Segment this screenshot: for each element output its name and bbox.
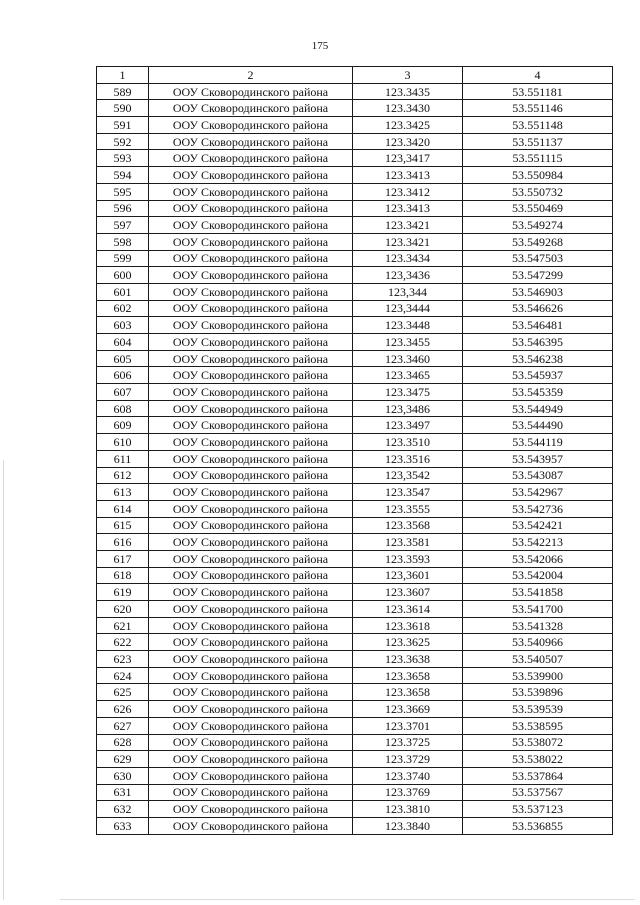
table-row: [97, 467, 613, 484]
cell-longitude: 123,3444: [353, 300, 463, 317]
table-row: [97, 83, 613, 100]
cell-number: 606: [97, 367, 149, 384]
table-row: [97, 417, 613, 434]
cell-longitude: 123.3618: [353, 617, 463, 634]
cell-name: ООУ Сковородинского района: [149, 500, 353, 517]
cell-name: ООУ Сковородинского района: [149, 400, 353, 417]
cell-name: ООУ Сковородинского района: [149, 217, 353, 234]
cell-name: ООУ Сковородинского района: [149, 267, 353, 284]
table-row: [97, 117, 613, 134]
cell-name: ООУ Сковородинского района: [149, 317, 353, 334]
cell-name: ООУ Сковородинского района: [149, 684, 353, 701]
cell-number: 600: [97, 267, 149, 284]
cell-number: 594: [97, 167, 149, 184]
cell-name: ООУ Сковородинского района: [149, 801, 353, 818]
cell-latitude: 53.542213: [463, 534, 613, 551]
cell-longitude: 123,3486: [353, 400, 463, 417]
cell-longitude: 123.3455: [353, 334, 463, 351]
cell-number: 617: [97, 550, 149, 567]
cell-latitude: 53.546238: [463, 350, 613, 367]
cell-longitude: 123.3840: [353, 817, 463, 834]
cell-number: 618: [97, 567, 149, 584]
cell-latitude: 53.551148: [463, 117, 613, 134]
coordinates-table: [96, 66, 613, 835]
cell-name: ООУ Сковородинского района: [149, 567, 353, 584]
cell-number: 608: [97, 400, 149, 417]
cell-latitude: 53.551146: [463, 100, 613, 117]
cell-name: ООУ Сковородинского района: [149, 417, 353, 434]
cell-latitude: 53.550469: [463, 200, 613, 217]
cell-longitude: 123.3658: [353, 684, 463, 701]
cell-name: ООУ Сковородинского района: [149, 651, 353, 668]
table-row: [97, 651, 613, 668]
table-row: [97, 484, 613, 501]
cell-longitude: 123.3669: [353, 701, 463, 718]
cell-longitude: 123.3425: [353, 117, 463, 134]
cell-number: 622: [97, 634, 149, 651]
cell-latitude: 53.538072: [463, 734, 613, 751]
table-row: [97, 717, 613, 734]
cell-number: 592: [97, 133, 149, 150]
cell-longitude: 123.3497: [353, 417, 463, 434]
cell-name: ООУ Сковородинского района: [149, 200, 353, 217]
cell-number: 597: [97, 217, 149, 234]
table-row: [97, 217, 613, 234]
cell-longitude: 123.3725: [353, 734, 463, 751]
cell-longitude: 123.3568: [353, 517, 463, 534]
cell-number: 626: [97, 701, 149, 718]
cell-longitude: 123.3593: [353, 550, 463, 567]
cell-name: ООУ Сковородинского района: [149, 467, 353, 484]
cell-number: 609: [97, 417, 149, 434]
table-row: [97, 617, 613, 634]
cell-longitude: 123.3614: [353, 601, 463, 618]
cell-name: ООУ Сковородинского района: [149, 384, 353, 401]
cell-name: ООУ Сковородинского района: [149, 350, 353, 367]
cell-name: ООУ Сковородинского района: [149, 133, 353, 150]
cell-name: ООУ Сковородинского района: [149, 817, 353, 834]
table-row: [97, 767, 613, 784]
cell-name: ООУ Сковородинского района: [149, 784, 353, 801]
cell-number: 610: [97, 434, 149, 451]
cell-latitude: 53.547299: [463, 267, 613, 284]
table-row: [97, 567, 613, 584]
cell-longitude: 123.3412: [353, 183, 463, 200]
table-row: [97, 367, 613, 384]
cell-latitude: 53.541700: [463, 601, 613, 618]
table-row: [97, 334, 613, 351]
table-row: [97, 817, 613, 834]
table-row: [97, 233, 613, 250]
cell-number: 607: [97, 384, 149, 401]
table-row: [97, 100, 613, 117]
table-row: [97, 734, 613, 751]
cell-longitude: 123.3810: [353, 801, 463, 818]
cell-name: ООУ Сковородинского района: [149, 550, 353, 567]
page-number: 175: [311, 40, 329, 52]
cell-latitude: 53.549274: [463, 217, 613, 234]
cell-longitude: 123.3625: [353, 634, 463, 651]
table-row: [97, 167, 613, 184]
cell-name: ООУ Сковородинского района: [149, 617, 353, 634]
table-row: [97, 300, 613, 317]
cell-number: 599: [97, 250, 149, 267]
cell-longitude: 123.3413: [353, 167, 463, 184]
cell-name: ООУ Сковородинского района: [149, 150, 353, 167]
cell-latitude: 53.546481: [463, 317, 613, 334]
cell-longitude: 123.3581: [353, 534, 463, 551]
cell-longitude: 123.3510: [353, 434, 463, 451]
table-row: [97, 183, 613, 200]
cell-latitude: 53.536855: [463, 817, 613, 834]
cell-name: ООУ Сковородинского района: [149, 167, 353, 184]
cell-latitude: 53.543957: [463, 450, 613, 467]
cell-name: ООУ Сковородинского района: [149, 484, 353, 501]
cell-number: 604: [97, 334, 149, 351]
cell-longitude: 123.3448: [353, 317, 463, 334]
cell-number: 595: [97, 183, 149, 200]
cell-name: ООУ Сковородинского района: [149, 117, 353, 134]
table-row: [97, 550, 613, 567]
cell-latitude: 53.551115: [463, 150, 613, 167]
table-row: [97, 701, 613, 718]
table-row: [97, 450, 613, 467]
cell-latitude: 53.538595: [463, 717, 613, 734]
table-row: [97, 267, 613, 284]
cell-latitude: 53.542736: [463, 500, 613, 517]
cell-latitude: 53.550984: [463, 167, 613, 184]
table-row: [97, 784, 613, 801]
cell-latitude: 53.542421: [463, 517, 613, 534]
cell-latitude: 53.551137: [463, 133, 613, 150]
cell-latitude: 53.537567: [463, 784, 613, 801]
cell-number: 619: [97, 584, 149, 601]
cell-longitude: 123,3436: [353, 267, 463, 284]
cell-latitude: 53.543087: [463, 467, 613, 484]
table-row: [97, 534, 613, 551]
cell-latitude: 53.539539: [463, 701, 613, 718]
cell-name: ООУ Сковородинского района: [149, 667, 353, 684]
cell-name: ООУ Сковородинского района: [149, 367, 353, 384]
cell-number: 620: [97, 601, 149, 618]
cell-name: ООУ Сковородинского района: [149, 450, 353, 467]
cell-longitude: 123.3547: [353, 484, 463, 501]
cell-number: 602: [97, 300, 149, 317]
cell-name: ООУ Сковородинского района: [149, 701, 353, 718]
cell-number: 621: [97, 617, 149, 634]
header-cell-longitude: 3: [353, 67, 463, 84]
table-row: [97, 584, 613, 601]
cell-number: 614: [97, 500, 149, 517]
cell-longitude: 123.3421: [353, 233, 463, 250]
coordinates-table-container: [96, 66, 612, 835]
table-row: [97, 400, 613, 417]
cell-latitude: 53.544949: [463, 400, 613, 417]
cell-number: 623: [97, 651, 149, 668]
cell-number: 629: [97, 751, 149, 768]
cell-longitude: 123.3460: [353, 350, 463, 367]
cell-longitude: 123,344: [353, 283, 463, 300]
table-row: [97, 283, 613, 300]
cell-latitude: 53.545937: [463, 367, 613, 384]
cell-longitude: 123.3769: [353, 784, 463, 801]
cell-latitude: 53.544490: [463, 417, 613, 434]
cell-number: 616: [97, 534, 149, 551]
cell-latitude: 53.541858: [463, 584, 613, 601]
cell-latitude: 53.538022: [463, 751, 613, 768]
table-row: [97, 684, 613, 701]
cell-name: ООУ Сковородинского района: [149, 717, 353, 734]
table-row: [97, 751, 613, 768]
table-row: [97, 667, 613, 684]
cell-longitude: 123.3701: [353, 717, 463, 734]
scan-edge-line-bottom: [60, 899, 635, 900]
cell-number: 628: [97, 734, 149, 751]
table-row: [97, 200, 613, 217]
cell-number: 630: [97, 767, 149, 784]
cell-number: 612: [97, 467, 149, 484]
cell-longitude: 123.3607: [353, 584, 463, 601]
cell-number: 593: [97, 150, 149, 167]
cell-longitude: 123.3420: [353, 133, 463, 150]
cell-latitude: 53.537864: [463, 767, 613, 784]
table-body: [97, 83, 613, 834]
cell-latitude: 53.539896: [463, 684, 613, 701]
table-row: [97, 317, 613, 334]
cell-longitude: 123.3658: [353, 667, 463, 684]
cell-longitude: 123.3435: [353, 83, 463, 100]
cell-name: ООУ Сковородинского района: [149, 334, 353, 351]
cell-number: 590: [97, 100, 149, 117]
cell-number: 589: [97, 83, 149, 100]
cell-number: 615: [97, 517, 149, 534]
cell-name: ООУ Сковородинского района: [149, 517, 353, 534]
cell-longitude: 123,3417: [353, 150, 463, 167]
cell-longitude: 123.3638: [353, 651, 463, 668]
cell-name: ООУ Сковородинского района: [149, 634, 353, 651]
table-header-row: [97, 67, 613, 84]
table-row: [97, 634, 613, 651]
cell-number: 631: [97, 784, 149, 801]
cell-latitude: 53.537123: [463, 801, 613, 818]
cell-number: 627: [97, 717, 149, 734]
cell-name: ООУ Сковородинского района: [149, 250, 353, 267]
cell-number: 613: [97, 484, 149, 501]
cell-number: 605: [97, 350, 149, 367]
cell-name: ООУ Сковородинского района: [149, 767, 353, 784]
cell-latitude: 53.544119: [463, 434, 613, 451]
header-cell-latitude: 4: [463, 67, 613, 84]
cell-latitude: 53.549268: [463, 233, 613, 250]
cell-longitude: 123.3413: [353, 200, 463, 217]
cell-latitude: 53.547503: [463, 250, 613, 267]
table-row: [97, 517, 613, 534]
cell-number: 601: [97, 283, 149, 300]
cell-latitude: 53.546626: [463, 300, 613, 317]
cell-latitude: 53.542004: [463, 567, 613, 584]
cell-name: ООУ Сковородинского района: [149, 100, 353, 117]
cell-longitude: 123.3475: [353, 384, 463, 401]
table-row: [97, 250, 613, 267]
cell-longitude: 123.3421: [353, 217, 463, 234]
cell-number: 611: [97, 450, 149, 467]
cell-number: 624: [97, 667, 149, 684]
cell-latitude: 53.540966: [463, 634, 613, 651]
table-row: [97, 384, 613, 401]
cell-longitude: 123.3740: [353, 767, 463, 784]
cell-number: 603: [97, 317, 149, 334]
table-row: [97, 500, 613, 517]
cell-name: ООУ Сковородинского района: [149, 283, 353, 300]
cell-number: 591: [97, 117, 149, 134]
cell-longitude: 123.3434: [353, 250, 463, 267]
cell-longitude: 123.3465: [353, 367, 463, 384]
cell-latitude: 53.551181: [463, 83, 613, 100]
cell-latitude: 53.546903: [463, 283, 613, 300]
cell-number: 625: [97, 684, 149, 701]
cell-longitude: 123.3430: [353, 100, 463, 117]
cell-latitude: 53.542967: [463, 484, 613, 501]
cell-latitude: 53.541328: [463, 617, 613, 634]
header-cell-name: 2: [149, 67, 353, 84]
cell-name: ООУ Сковородинского района: [149, 534, 353, 551]
header-cell-number: 1: [97, 67, 149, 84]
cell-name: ООУ Сковородинского района: [149, 183, 353, 200]
cell-latitude: 53.542066: [463, 550, 613, 567]
table-row: [97, 150, 613, 167]
table-row: [97, 434, 613, 451]
cell-name: ООУ Сковородинского района: [149, 734, 353, 751]
cell-latitude: 53.540507: [463, 651, 613, 668]
cell-name: ООУ Сковородинского района: [149, 584, 353, 601]
table-row: [97, 801, 613, 818]
cell-name: ООУ Сковородинского района: [149, 300, 353, 317]
cell-number: 632: [97, 801, 149, 818]
cell-longitude: 123,3542: [353, 467, 463, 484]
cell-name: ООУ Сковородинского района: [149, 751, 353, 768]
cell-name: ООУ Сковородинского района: [149, 434, 353, 451]
cell-name: ООУ Сковородинского района: [149, 83, 353, 100]
cell-longitude: 123,3601: [353, 567, 463, 584]
cell-latitude: 53.550732: [463, 183, 613, 200]
cell-number: 598: [97, 233, 149, 250]
cell-longitude: 123.3729: [353, 751, 463, 768]
cell-number: 596: [97, 200, 149, 217]
cell-name: ООУ Сковородинского района: [149, 601, 353, 618]
cell-longitude: 123.3555: [353, 500, 463, 517]
cell-latitude: 53.545359: [463, 384, 613, 401]
table-row: [97, 133, 613, 150]
table-row: [97, 601, 613, 618]
scan-edge-line: [3, 460, 4, 900]
cell-number: 633: [97, 817, 149, 834]
cell-latitude: 53.539900: [463, 667, 613, 684]
cell-longitude: 123.3516: [353, 450, 463, 467]
cell-name: ООУ Сковородинского района: [149, 233, 353, 250]
cell-latitude: 53.546395: [463, 334, 613, 351]
table-row: [97, 350, 613, 367]
